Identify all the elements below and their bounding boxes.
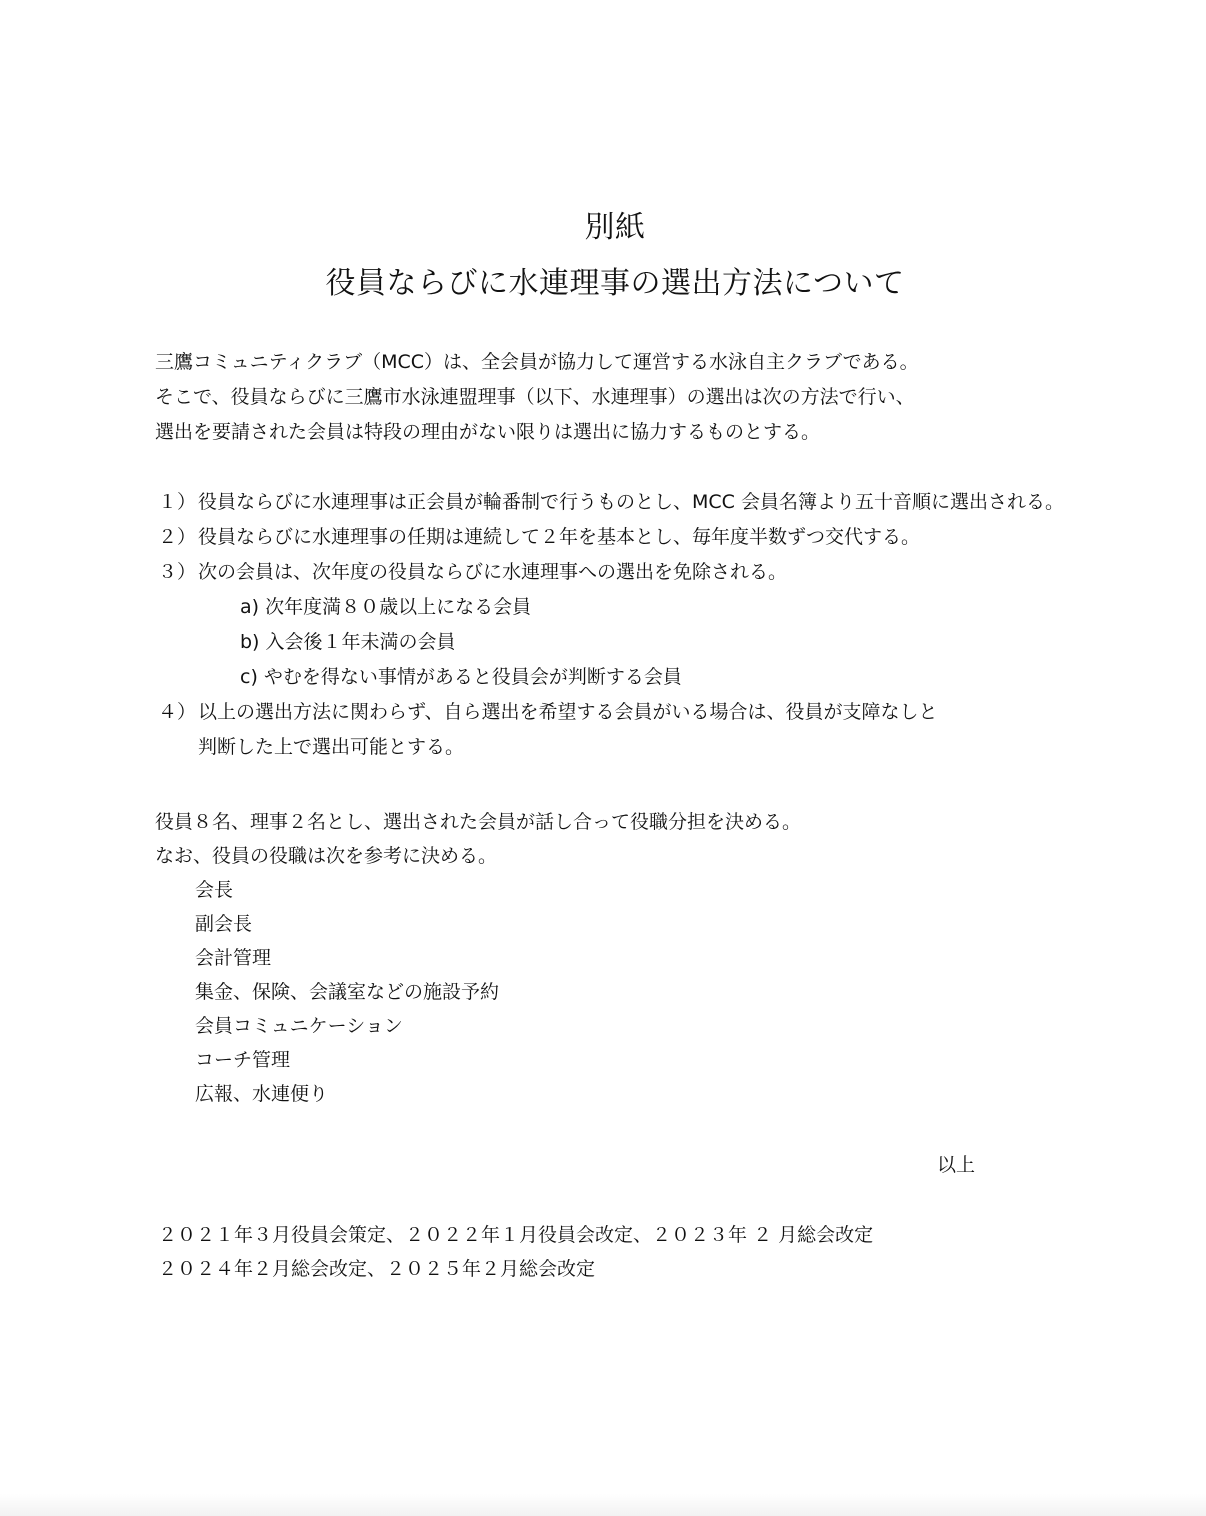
rule-text: 次の会員は、次年度の役員ならびに水連理事への選出を免除される。	[198, 561, 788, 583]
exemption-item: c) やむを得ない事情があると役員会が判断する会員	[240, 666, 682, 688]
role-item: コーチ管理	[195, 1049, 291, 1071]
rule-text: 以上の選出方法に関わらず、自ら選出を希望する会員がいる場合は、役員が支障なしと	[198, 701, 938, 723]
rule-item	[158, 520, 1118, 555]
intro-paragraph	[155, 345, 1115, 450]
role-item: 会計管理	[195, 947, 272, 969]
role-item: 集金、保険、会議室などの施設予約	[195, 981, 500, 1003]
page-bottom-edge	[0, 1494, 1206, 1516]
rule-item	[158, 555, 1118, 590]
intro-line: 三鷹コミュニティクラブ（MCC）は、全会員が協力して運営する水泳自主クラブである。	[155, 351, 919, 373]
intro-line: 選出を要請された会員は特段の理由がない限りは選出に協力するものとする。	[155, 421, 821, 443]
rule-text: 役員ならびに水連理事は正会員が輪番制で行うものとし、MCC 会員名簿より五十音順に選出される。	[198, 491, 1064, 513]
roles-intro-line: なお、役員の役職は次を参考に決める。	[155, 845, 498, 867]
rule-number: １）	[158, 491, 197, 513]
revision-line: ２０２４年２月総会改定、２０２５年２月総会改定	[158, 1258, 596, 1280]
rule-number: ２）	[158, 526, 197, 548]
rule-text-continued: 判断した上で選出可能とする。	[198, 736, 465, 758]
rule-item	[158, 695, 1118, 730]
role-item: 会員コミュニケーション	[195, 1015, 403, 1037]
closing-mark: 以上	[937, 1154, 976, 1176]
role-item: 会長	[195, 879, 234, 901]
role-item: 副会長	[195, 913, 253, 935]
rule-number: ３）	[158, 561, 197, 583]
revision-line: ２０２１年３月役員会策定、２０２２年１月役員会改定、２０２３年 ２ 月総会改定	[158, 1224, 874, 1246]
role-item: 広報、水連便り	[195, 1083, 329, 1105]
exemption-item: a) 次年度満８０歳以上になる会員	[240, 596, 532, 618]
rule-number: ４）	[158, 701, 197, 723]
roles-intro-line: 役員８名、理事２名とし、選出された会員が話し合って役職分担を決める。	[155, 811, 802, 833]
document-heading: 別紙	[584, 210, 646, 245]
rule-item	[158, 485, 1118, 520]
roles-section	[155, 805, 1115, 1111]
rules-list	[158, 485, 1118, 765]
exemption-item: b) 入会後１年未満の会員	[240, 631, 456, 653]
document-title: 役員ならびに水連理事の選出方法について	[325, 266, 905, 301]
intro-line: そこで、役員ならびに三鷹市水泳連盟理事（以下、水連理事）の選出は次の方法で行い、	[155, 386, 915, 408]
rule-text: 役員ならびに水連理事の任期は連続して２年を基本とし、毎年度半数ずつ交代する。	[198, 526, 921, 548]
revision-history	[158, 1218, 873, 1286]
